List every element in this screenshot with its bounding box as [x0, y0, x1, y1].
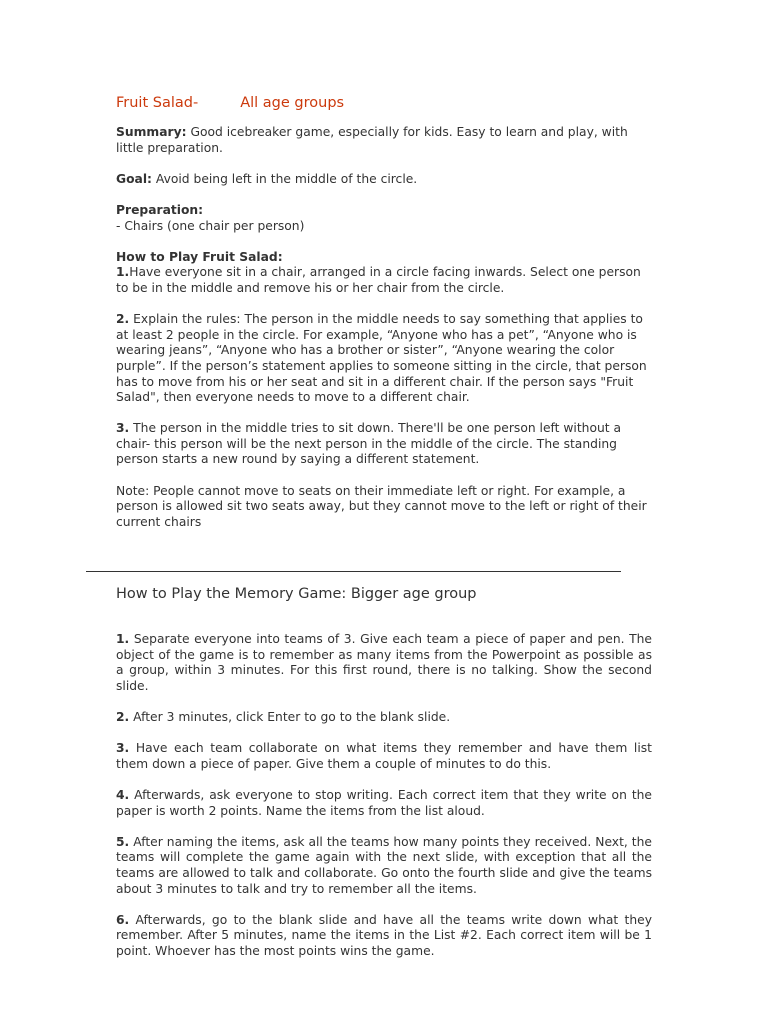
section-divider [86, 571, 621, 572]
memory-step-number: 6. [116, 912, 130, 927]
fruit-salad-title [116, 93, 656, 113]
memory-step-text: Afterwards, go to the blank slide and have all the teams write down what they remember. After 5 minutes, name the items in the List #2. Each correct item will be 1 point. Whoever has the most points wins the game. [116, 912, 652, 958]
memory-step-number: 3. [116, 741, 130, 756]
step-3-number: 3. [116, 421, 130, 436]
preparation-text: - Chairs (one chair per person) [116, 218, 305, 233]
goal-label: Goal: [116, 171, 152, 186]
note-paragraph: Note: People cannot move to seats on their immediate left or right. For example, a person is allowed sit two seats away, but they cannot move to the left or right of their current chairs [116, 483, 647, 529]
memory-step-text: Separate everyone into teams of 3. Give each team a piece of paper and pen. The object of the game is to remember as many items from the Powerpoint as possible as a group, within 3 minutes. For this first round, there is no talking. Show the second slide. [116, 632, 652, 693]
memory-step-text: Have each team collaborate on what items they remember and have them list them down a piece of paper. Give them a couple of minutes to do this. [116, 741, 652, 771]
memory-step-text: After naming the items, ask all the teams how many points they received. Next, the teams will complete the game again with the next slide, with exception that all the teams are allowed to talk and collaborate. Go onto the fourth slide and give the teams about 3 minutes to talk and try to remember all the items. [116, 834, 652, 896]
step-2-number: 2. [116, 312, 130, 327]
preparation-label: Preparation: [116, 202, 204, 217]
memory-step-3 [116, 741, 652, 772]
fruit-salad-section [116, 93, 656, 546]
memory-step-2 [116, 710, 652, 726]
title-text: Fruit Salad- [116, 95, 199, 111]
memory-step-5 [116, 835, 652, 897]
summary-text: Good icebreaker game, especially for kids. Easy to learn and play, with little preparation. [116, 125, 628, 155]
memory-step-number: 2. [116, 709, 130, 724]
step-2-paragraph [116, 312, 656, 406]
preparation-paragraph [116, 203, 656, 234]
step-1-text: Have everyone sit in a chair, arranged in a circle facing inwards. Select one person to be in the middle and remove his or her chair from the circle. [116, 265, 641, 295]
age-group-text: All age groups [240, 95, 345, 111]
step-2-text: Explain the rules: The person in the middle needs to say something that applies to at least 2 people in the circle. For example, “Anyone who has a pet”, “Anyone who is wearing jeans”, “Anyone who has a brother or sister”, “Anyone wearing the color purple”. If the person’s statement applies to someone sitting in the circle, that person has to move from his or her seat and sit in a different chair. If the person says "Fruit Salad", then everyone needs to move to a different chair. [116, 312, 647, 405]
step-1-paragraph [116, 250, 656, 297]
memory-step-number: 1. [116, 632, 130, 646]
goal-text: Avoid being left in the middle of the circle. [151, 171, 418, 186]
memory-step-number: 5. [116, 834, 130, 849]
memory-step-number: 4. [116, 787, 130, 802]
memory-step-text: Afterwards, ask everyone to stop writing. Each correct item that they write on the paper is worth 2 points. Name the items from the list aloud. [116, 787, 652, 818]
step-3-paragraph [116, 421, 656, 468]
memory-game-section [116, 584, 652, 975]
memory-step-6 [116, 913, 652, 960]
summary-label: Summary: [116, 125, 187, 139]
memory-step-text: After 3 minutes, click Enter to go to the blank slide. [129, 709, 451, 724]
memory-game-heading: How to Play the Memory Game: Bigger age group [116, 586, 477, 602]
memory-step-4 [116, 788, 652, 819]
goal-paragraph [116, 172, 656, 188]
step-1-number: 1. [116, 265, 130, 280]
summary-paragraph [116, 125, 656, 156]
memory-step-1 [116, 632, 652, 694]
step-3-text: The person in the middle tries to sit down. There'll be one person left without a chair- this person will be the next person in the middle of the circle. The standing person starts a new round by saying a different statement. [116, 421, 622, 467]
howto-label: How to Play Fruit Salad: [116, 249, 283, 264]
